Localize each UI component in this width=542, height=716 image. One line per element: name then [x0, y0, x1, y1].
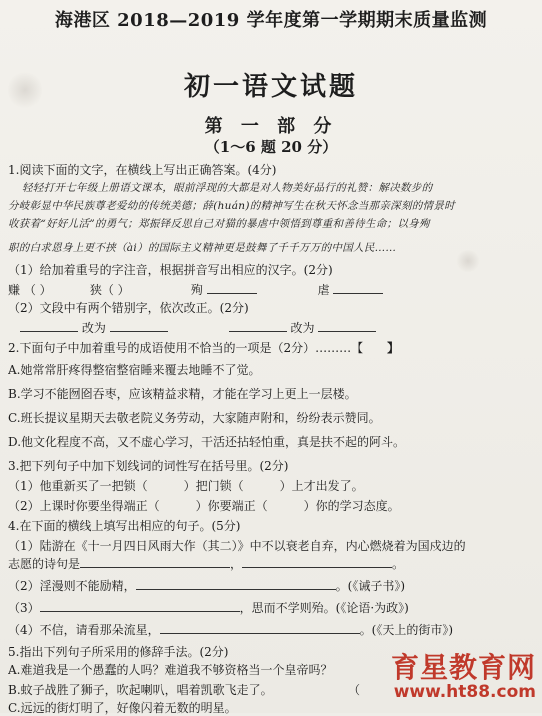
q1-passage-line: 轻轻打开七年级上册语文课本，眼前浮现的大都是对人物美好品行的礼赞：解决数步的 — [22, 182, 433, 194]
change-to-label: 改为 — [290, 321, 315, 335]
q4-s4 — [8, 622, 534, 638]
site-watermark — [391, 653, 536, 701]
q4-s1a: （1）陆游在《十一月四日风雨大作（其二）》中不以衰老自弃，内心燃烧着为国戍边的 — [8, 539, 466, 553]
q4-s3a-text: （3） — [8, 601, 40, 615]
q2-stem-text: 2.下面句子中加着重号的成语使用不恰当的一项是（2分）………【 — [8, 341, 364, 355]
q4-s2b-text: 。(《诫子书》) — [335, 579, 406, 593]
q3-s2-part: ）你的学习态度。 — [303, 499, 400, 513]
answer-blank[interactable] — [110, 320, 168, 332]
watermark-url: www.ht88.com — [393, 682, 536, 702]
answer-blank[interactable] — [20, 320, 78, 332]
q3-s1-part: ）上才出发了。 — [279, 479, 364, 493]
answer-blank[interactable] — [242, 556, 392, 568]
answer-item: 殉 — [190, 283, 203, 297]
q5-option[interactable]: B.蚊子战胜了狮子，吹起喇叭，唱着凯歌飞走了。 — [8, 683, 273, 697]
q4-s2 — [8, 578, 534, 594]
q1-passage-line: 职的白求恩身上更不挟（ài）的国际主义精神更是鼓舞了千千万万的中国人民…… — [8, 242, 397, 254]
answer-blank[interactable] — [207, 282, 257, 294]
q5-stem: 5.指出下列句子所采用的修辞手法。(2分) — [8, 645, 229, 659]
q5-option[interactable]: A.难道我是一个愚蠢的人吗？难道我不够资格当一个皇帝吗？ — [8, 663, 333, 677]
q3-s2-part: （2）上课时你要坐得端正（ — [8, 499, 160, 513]
answer-blank[interactable] — [136, 578, 336, 590]
watermark-name: 育星教育网 — [390, 651, 536, 684]
subject-title: 初一语文试题 — [183, 72, 358, 102]
q4-s1b-text: 志愿的诗句是 — [8, 557, 81, 571]
answer-item: 狭（ ） — [89, 283, 130, 297]
q3-s2-part: ）你要端正（ — [195, 499, 268, 513]
q3-stem: 3.把下列句子中加下划线词的词性写在括号里。(2分) — [8, 459, 289, 473]
q4-s3b-text: ，思而不学则殆。(《论语·为政》) — [239, 601, 409, 615]
answer-paren: （ — [348, 683, 361, 697]
q1-stem: 1.阅读下面的文字，在横线上写出正确答案。(4分) — [8, 163, 277, 177]
answer-char: 赚 — [8, 283, 21, 297]
q1-sub1-answers — [8, 282, 534, 298]
q1-passage-line: 分岐彰显中华民族尊老爱幼的传统美德；薛(huán)的精神写生在秋天怀念当那亲深刻的情景时 — [8, 200, 455, 212]
part-subtitle: （1～6 题 20 分） — [204, 138, 338, 156]
q3-s1-part: ）把门锁（ — [183, 479, 244, 493]
q2-option[interactable]: D.他文化程度不高，又不虚心学习，干活还拈轻怕重，真是扶不起的阿斗。 — [8, 435, 406, 449]
q2-stem — [8, 340, 534, 356]
q4-s4b-text: 。(《天上的街市》) — [359, 623, 454, 637]
q1-passage-line: 收获着“好好儿活”的勇气；郑振铎反思自己对猫的暴虐中领悟到尊重和善待生命；以身殉 — [8, 218, 430, 230]
answer-paren: （ ） — [23, 283, 52, 297]
q4-s3 — [8, 600, 534, 616]
q3-sentence-2 — [8, 498, 534, 514]
q1-sub2: （2）文段中有两个错别字，依次改正。(2分) — [8, 301, 249, 315]
answer-blank[interactable] — [80, 556, 230, 568]
q1-sub2-answers — [8, 320, 534, 336]
q4-s1b: 志愿的诗句是 ， 。 — [8, 557, 405, 571]
answer-blank[interactable] — [40, 600, 240, 612]
q2-option[interactable]: A.她常常肝疼得整宿整宿睡来覆去地睡不了觉。 — [8, 363, 261, 377]
exam-title: 海港区 2018—2019 学年度第一学期期末质量监测 — [54, 10, 488, 31]
answer-blank[interactable] — [160, 622, 360, 634]
q4-s4a-text: （4）不信，请看那朵流星， — [8, 623, 160, 637]
q2-option[interactable]: B.学习不能囫囵吞枣，应该精益求精，才能在学习上更上一层楼。 — [8, 387, 357, 401]
q3-sentence-1 — [8, 478, 534, 494]
q4-stem: 4.在下面的横线上填写出相应的句子。(5分) — [8, 519, 241, 533]
change-to-label: 改为 — [81, 321, 106, 335]
answer-bracket-close: 】 — [387, 341, 400, 355]
answer-blank[interactable] — [318, 320, 376, 332]
q4-s2a-text: （2）淫漫则不能励精， — [8, 579, 136, 593]
answer-blank[interactable] — [229, 320, 287, 332]
q2-option[interactable]: C.班长提议星期天去敬老院义务劳动，大家随声附和，纷纷表示赞同。 — [8, 411, 381, 425]
q1-sub1: （1）给加着重号的字注音，根据拼音写出相应的汉字。(2分) — [8, 263, 333, 277]
part-title: 第 一 部 分 — [204, 116, 338, 137]
answer-item: 虐 — [317, 283, 330, 297]
answer-blank[interactable] — [333, 282, 383, 294]
q5-option[interactable]: C.远远的街灯明了，好像闪着无数的明星。 — [8, 701, 237, 715]
q3-s1-part: （1）他重新买了一把锁（ — [8, 479, 148, 493]
